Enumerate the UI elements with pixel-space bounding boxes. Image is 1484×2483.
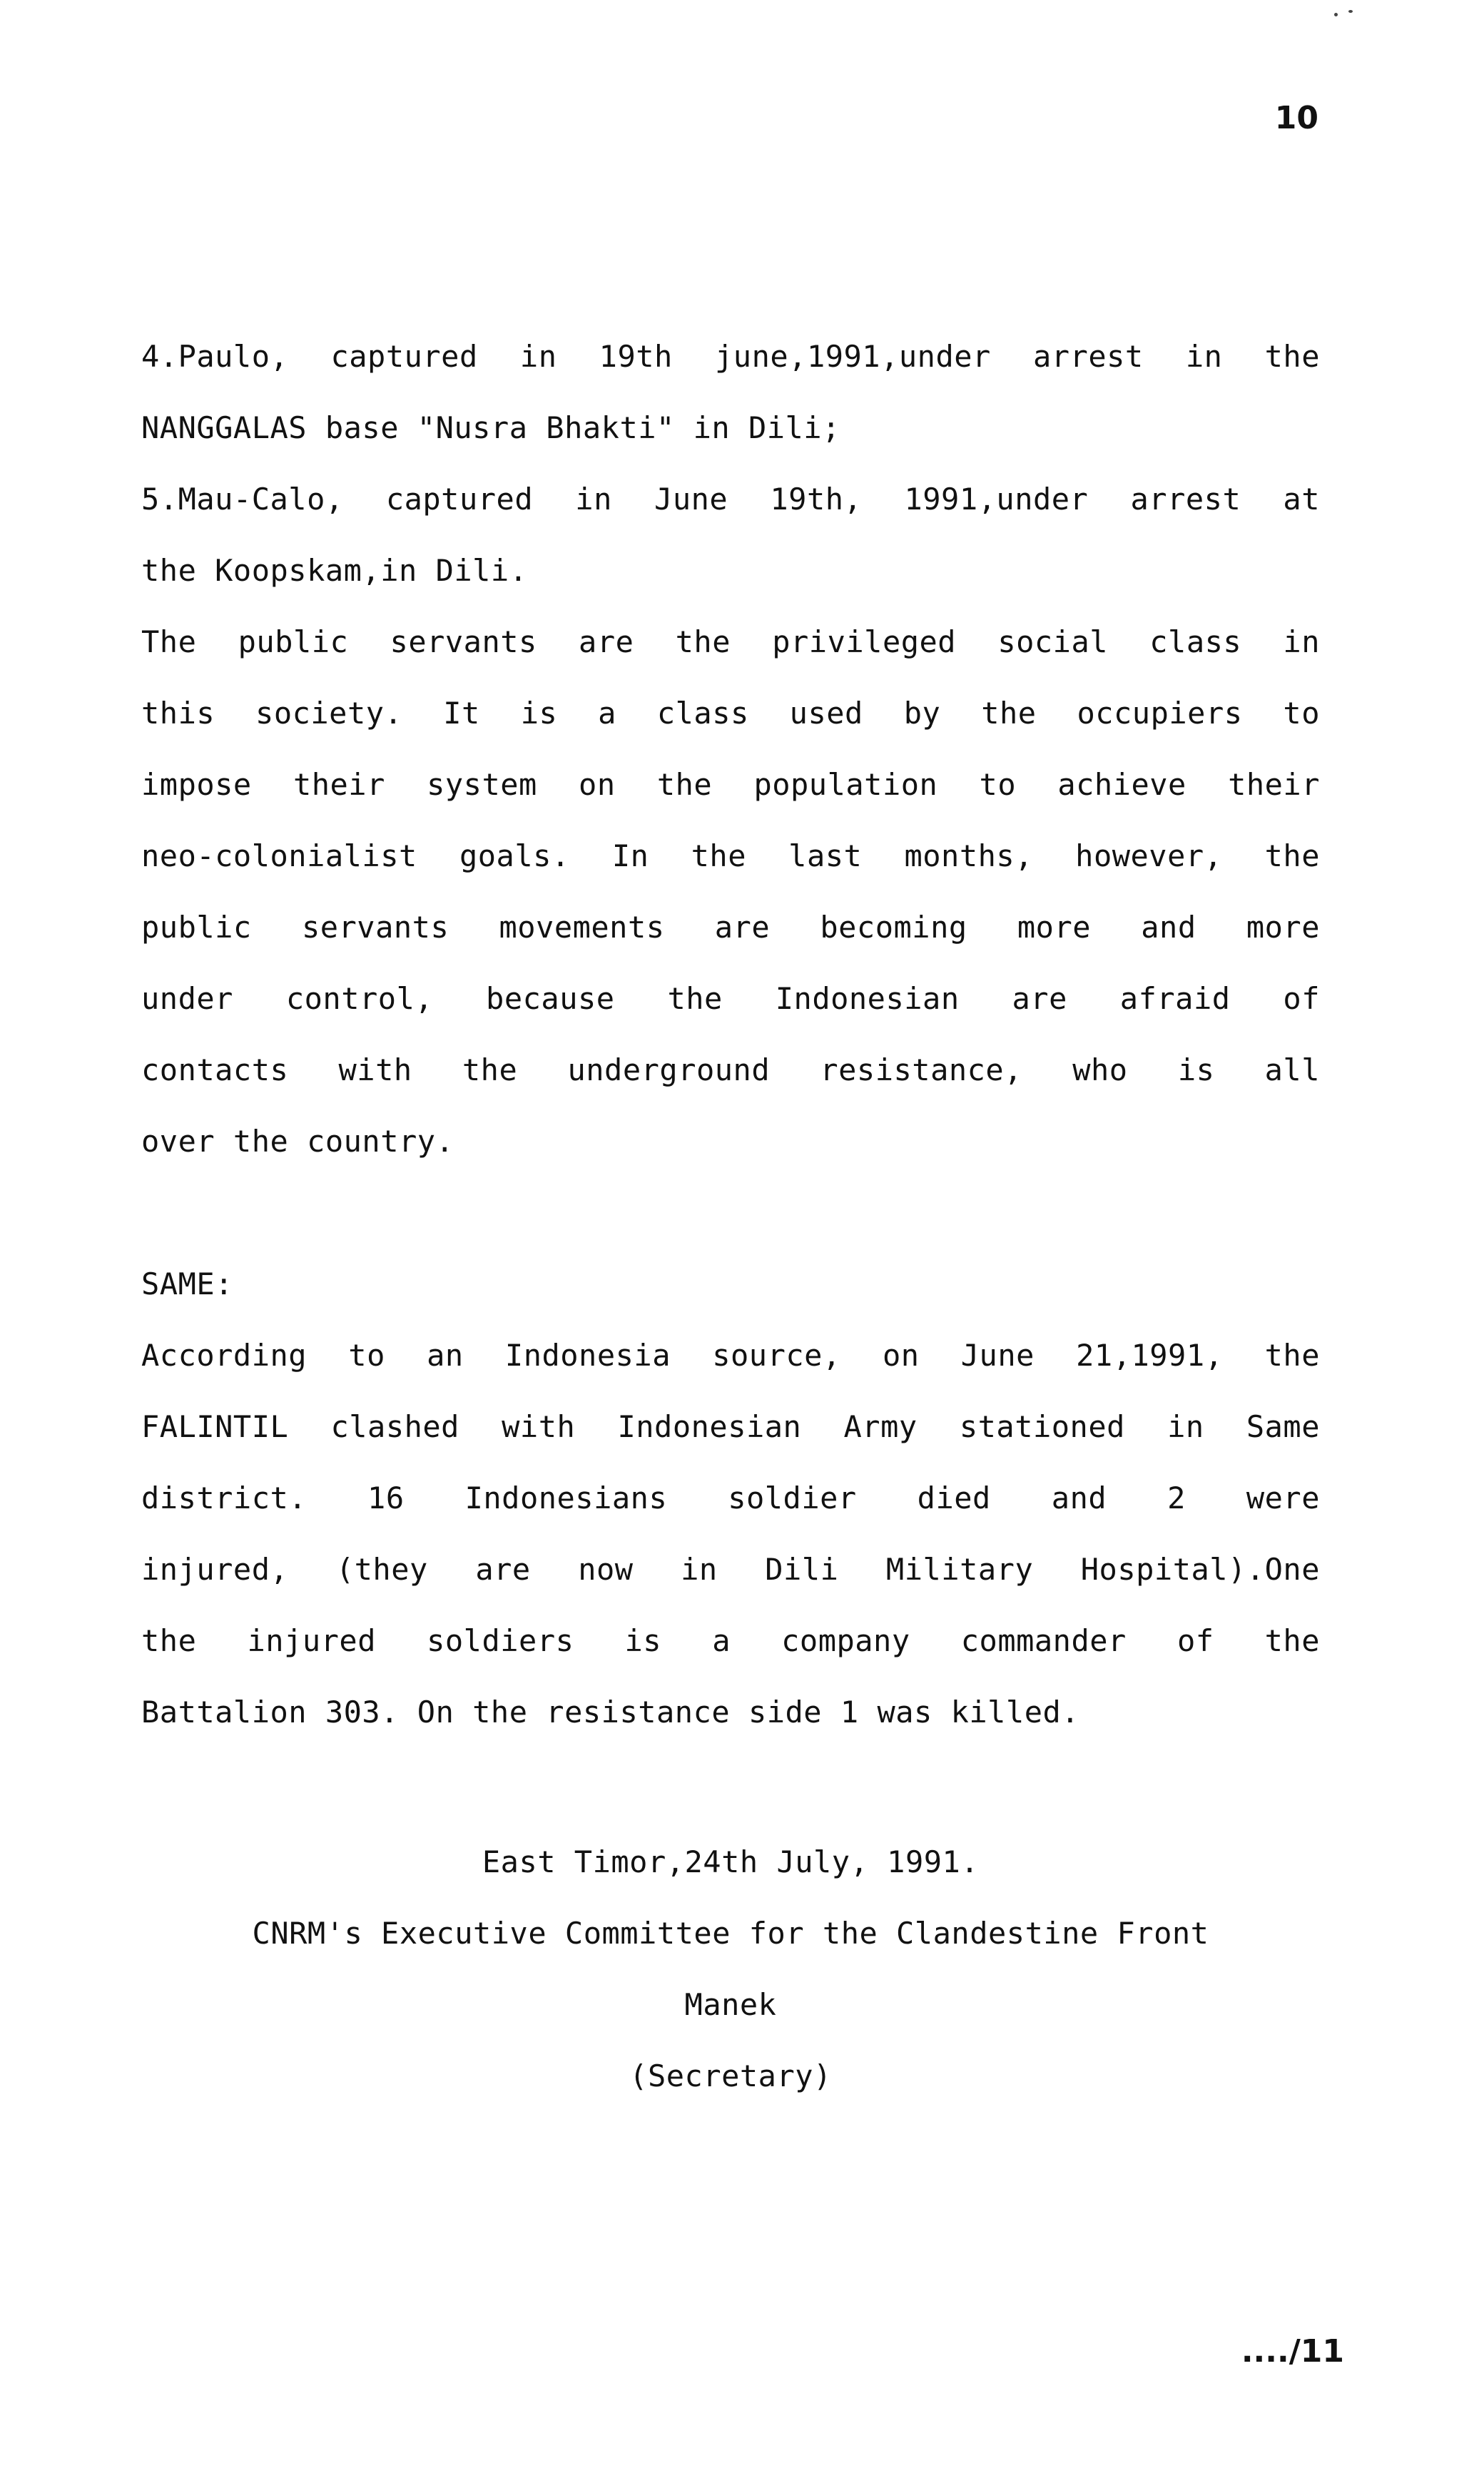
signature-role: (Secretary)	[629, 2058, 832, 2093]
scan-speck	[1334, 13, 1338, 16]
same-line: the injured soldiers is a company commander of the	[141, 1623, 1320, 1658]
servants-line: this society. It is a class used by the occupiers to	[141, 696, 1320, 731]
paragraph-gap	[141, 1177, 1320, 1249]
servants-line: public servants movements are becoming more and more	[141, 910, 1320, 945]
signature-block	[141, 1827, 1320, 2112]
same-line: According to an Indonesia source, on June 21,1991, the	[141, 1338, 1320, 1373]
servants-line: under control, because the Indonesian are afraid of	[141, 981, 1320, 1016]
signature-place-date: East Timor,24th July, 1991.	[482, 1844, 980, 1879]
same-line: FALINTIL clashed with Indonesian Army stationed in Same	[141, 1409, 1320, 1444]
item-4-line-2: NANGGALAS base "Nusra Bhakti" in Dili;	[141, 410, 840, 445]
same-line: Battalion 303. On the resistance side 1 was killed.	[141, 1695, 1080, 1730]
item-4-line-1: 4.Paulo, captured in 19th june,1991,under arrest in the	[141, 339, 1320, 374]
same-line: injured, (they are now in Dili Military Hospital).One	[141, 1552, 1320, 1587]
same-heading: SAME:	[141, 1266, 233, 1301]
servants-line: contacts with the underground resistance, who is all	[141, 1052, 1320, 1087]
page-number: 10	[1274, 100, 1318, 136]
servants-line: over the country.	[141, 1124, 454, 1159]
servants-line: neo-colonialist goals. In the last months, however, the	[141, 838, 1320, 873]
same-line: district. 16 Indonesians soldier died and 2 were	[141, 1481, 1320, 1515]
item-5-line-1: 5.Mau-Calo, captured in June 19th, 1991,under arrest at	[141, 482, 1320, 517]
servants-line: The public servants are the privileged social class in	[141, 624, 1320, 659]
signature-name: Manek	[684, 1987, 777, 2022]
servants-line: impose their system on the population to achieve their	[141, 767, 1320, 802]
next-page-marker: ..../11	[1241, 2333, 1344, 2370]
document-body	[141, 321, 1320, 1748]
signature-committee: CNRM's Executive Committee for the Clandestine Front	[252, 1916, 1209, 1951]
scan-speck	[1348, 10, 1353, 13]
item-5-line-2: the Koopskam,in Dili.	[141, 553, 528, 588]
